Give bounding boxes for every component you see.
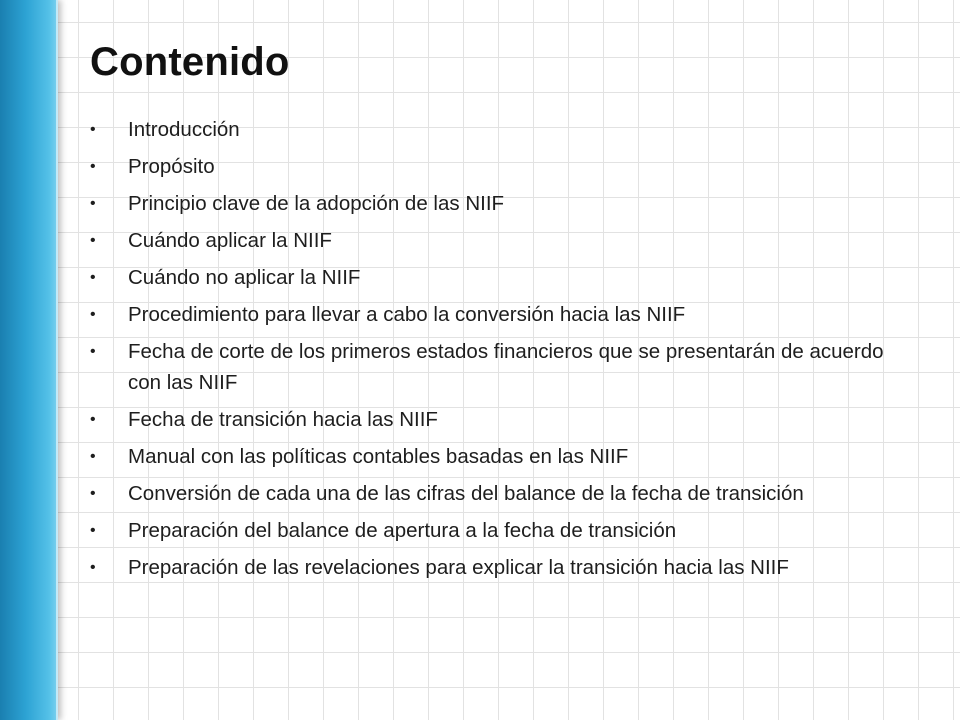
accent-side-bar [0,0,58,720]
content-bullet-list [90,114,910,589]
list-item [90,552,910,583]
list-item-text: Conversión de cada una de las cifras del balance de la fecha de transición [128,482,804,505]
list-item-text: Introducción [128,118,240,141]
list-item-text: Propósito [128,155,215,178]
list-item [90,441,910,472]
list-item-text: Manual con las políticas contables basadas en las NIIF [128,445,629,468]
list-item [90,515,910,546]
bullet-dot-icon: • [90,306,96,323]
bullet-dot-icon: • [90,411,96,428]
bullet-dot-icon: • [90,485,96,502]
list-item-text: Fecha de transición hacia las NIIF [128,408,438,431]
list-item [90,225,910,256]
list-item-text: Procedimiento para llevar a cabo la conversión hacia las NIIF [128,303,686,326]
list-item [90,262,910,293]
bullet-dot-icon: • [90,343,96,360]
bullet-dot-icon: • [90,559,96,576]
list-item [90,404,910,435]
list-item [90,336,910,398]
bullet-dot-icon: • [90,195,96,212]
list-item-text: Cuándo aplicar la NIIF [128,229,332,252]
list-item [90,299,910,330]
list-item [90,114,910,145]
bullet-dot-icon: • [90,448,96,465]
bullet-dot-icon: • [90,522,96,539]
list-item-text: Preparación de las revelaciones para explicar la transición hacia las NIIF [128,556,789,579]
bullet-dot-icon: • [90,232,96,249]
list-item-text: Preparación del balance de apertura a la fecha de transición [128,519,677,542]
list-item [90,188,910,219]
list-item-text: Fecha de corte de los primeros estados financieros que se presentarán de acuerdo con las NIIF [128,340,884,394]
list-item [90,151,910,182]
slide-title: Contenido [90,40,290,84]
bullet-dot-icon: • [90,121,96,138]
list-item [90,478,910,509]
bullet-dot-icon: • [90,269,96,286]
bullet-dot-icon: • [90,158,96,175]
list-item-text: Cuándo no aplicar la NIIF [128,266,361,289]
list-item-text: Principio clave de la adopción de las NIIF [128,192,505,215]
